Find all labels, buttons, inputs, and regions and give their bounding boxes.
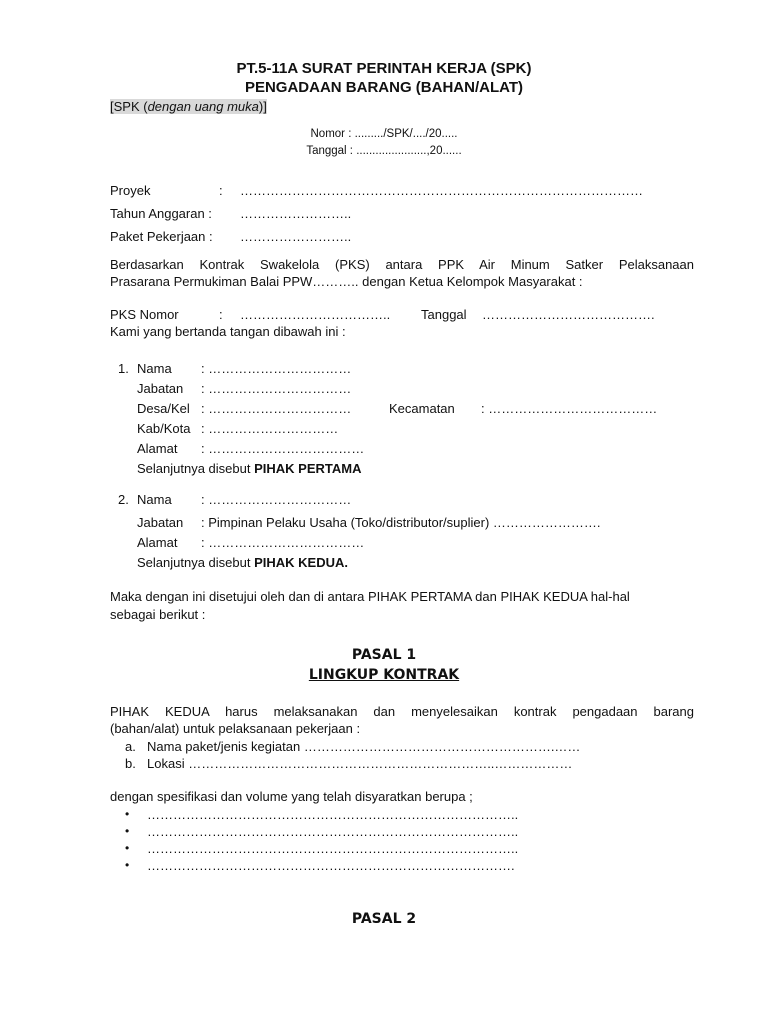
field-colon-proyek: : [219, 183, 223, 198]
pks-nomor-label: PKS Nomor [110, 307, 179, 322]
field-value-tahun-anggaran: …………………….. [240, 206, 352, 221]
party-2-value-jabatan: : Pimpinan Pelaku Usaha (Toko/distributor/suplier) ……………………. [201, 515, 601, 530]
pasal-1-line-2: (bahan/alat) untuk pelaksanaan pekerjaan : [110, 721, 361, 736]
party-1-value-alamat: : ……………………………… [201, 441, 365, 456]
pasal-1-heading: PASAL 1 [351, 647, 417, 663]
party-1-number: 1. [118, 361, 129, 376]
pks-tanggal-value: …………………………………. [482, 307, 655, 322]
party-1-value-desa: : …………………………… [201, 401, 352, 416]
party-1-value-kecamatan: : ………………………………… [481, 401, 658, 416]
bullet-icon: • [125, 824, 130, 838]
party-1-label-nama: Nama [137, 361, 172, 376]
party-2-label-jabatan: Jabatan [137, 515, 184, 530]
pasal-1-item-b-text: Lokasi ……………………………………………………………..……………… [147, 756, 573, 771]
nomor-line: Nomor : ........./SPK/..../20..... [310, 128, 458, 140]
pasal-1-line-1: PIHAK KEDUA harus melaksanakan dan menyelesaikan kontrak pengadaan barang [110, 704, 694, 719]
spec-bullet-1: ………………………………………………………………………….. [147, 807, 519, 822]
intro-line-2: Prasarana Permukiman Balai PPW……….. dengan Ketua Kelompok Masyarakat : [110, 274, 583, 289]
spk-type-label: [SPK (dengan uang muka)] [110, 99, 267, 114]
specification-line: dengan spesifikasi dan volume yang telah disyaratkan berupa ; [110, 789, 473, 804]
signers-intro: Kami yang bertanda tangan dibawah ini : [110, 324, 346, 339]
field-label-proyek: Proyek [110, 183, 151, 198]
party-1-label-desa: Desa/Kel [137, 401, 190, 416]
party-1-label-jabatan: Jabatan [137, 381, 184, 396]
document-title-line-2: PENGADAAN BARANG (BAHAN/ALAT) [244, 79, 524, 96]
party-1-closing: Selanjutnya disebut PIHAK PERTAMA [137, 461, 362, 476]
spec-bullet-4: …………………………………………………………………………. [147, 858, 515, 873]
pasal-2-heading: PASAL 2 [351, 911, 417, 927]
pks-nomor-colon: : [219, 307, 223, 322]
bullet-icon: • [125, 807, 130, 821]
party-2-value-alamat: : ……………………………… [201, 535, 365, 550]
spec-bullet-3: ………………………………………………………………………….. [147, 841, 519, 856]
bullet-icon: • [125, 858, 130, 872]
party-1-label-kab: Kab/Kota [137, 421, 191, 436]
pks-tanggal-label: Tanggal [421, 307, 467, 322]
intro-line-1: Berdasarkan Kontrak Swakelola (PKS) antara PPK Air Minum Satker Pelaksanaan [110, 257, 694, 272]
field-value-proyek: ………………………………………………………………………………… [240, 183, 643, 198]
pasal-1-item-a-marker: a. [125, 739, 136, 754]
spec-bullet-2: ………………………………………………………………………….. [147, 824, 519, 839]
pasal-1-item-b-marker: b. [125, 756, 136, 771]
party-2-label-alamat: Alamat [137, 535, 178, 550]
pasal-1-subheading: LINGKUP KONTRAK [308, 667, 460, 683]
party-2-closing: Selanjutnya disebut PIHAK KEDUA. [137, 555, 348, 570]
field-value-paket-pekerjaan: …………………….. [240, 229, 352, 244]
bullet-icon: • [125, 841, 130, 855]
party-1-label-alamat: Alamat [137, 441, 178, 456]
party-2-label-nama: Nama [137, 492, 172, 507]
pks-nomor-value: …………………………….. [240, 307, 391, 322]
party-1-value-nama: : …………………………… [201, 361, 352, 376]
field-label-paket-pekerjaan: Paket Pekerjaan : [110, 229, 213, 244]
pasal-1-item-a-text: Nama paket/jenis kegiatan ………………………………………………….…… [147, 739, 581, 754]
party-2-value-nama: : …………………………… [201, 492, 352, 507]
party-2-number: 2. [118, 492, 129, 507]
agreement-line-1: Maka dengan ini disetujui oleh dan di antara PIHAK PERTAMA dan PIHAK KEDUA hal-hal [110, 589, 630, 604]
party-1-value-kab: : ………………………… [201, 421, 339, 436]
party-1-value-jabatan: : …………………………… [201, 381, 352, 396]
agreement-line-2: sebagai berikut : [110, 607, 206, 622]
tanggal-line: Tanggal : ......................,20...... [306, 145, 462, 157]
party-1-label-kecamatan: Kecamatan [389, 401, 455, 416]
document-title-line-1: PT.5-11A SURAT PERINTAH KERJA (SPK) [236, 60, 532, 77]
field-label-tahun-anggaran: Tahun Anggaran : [110, 206, 212, 221]
